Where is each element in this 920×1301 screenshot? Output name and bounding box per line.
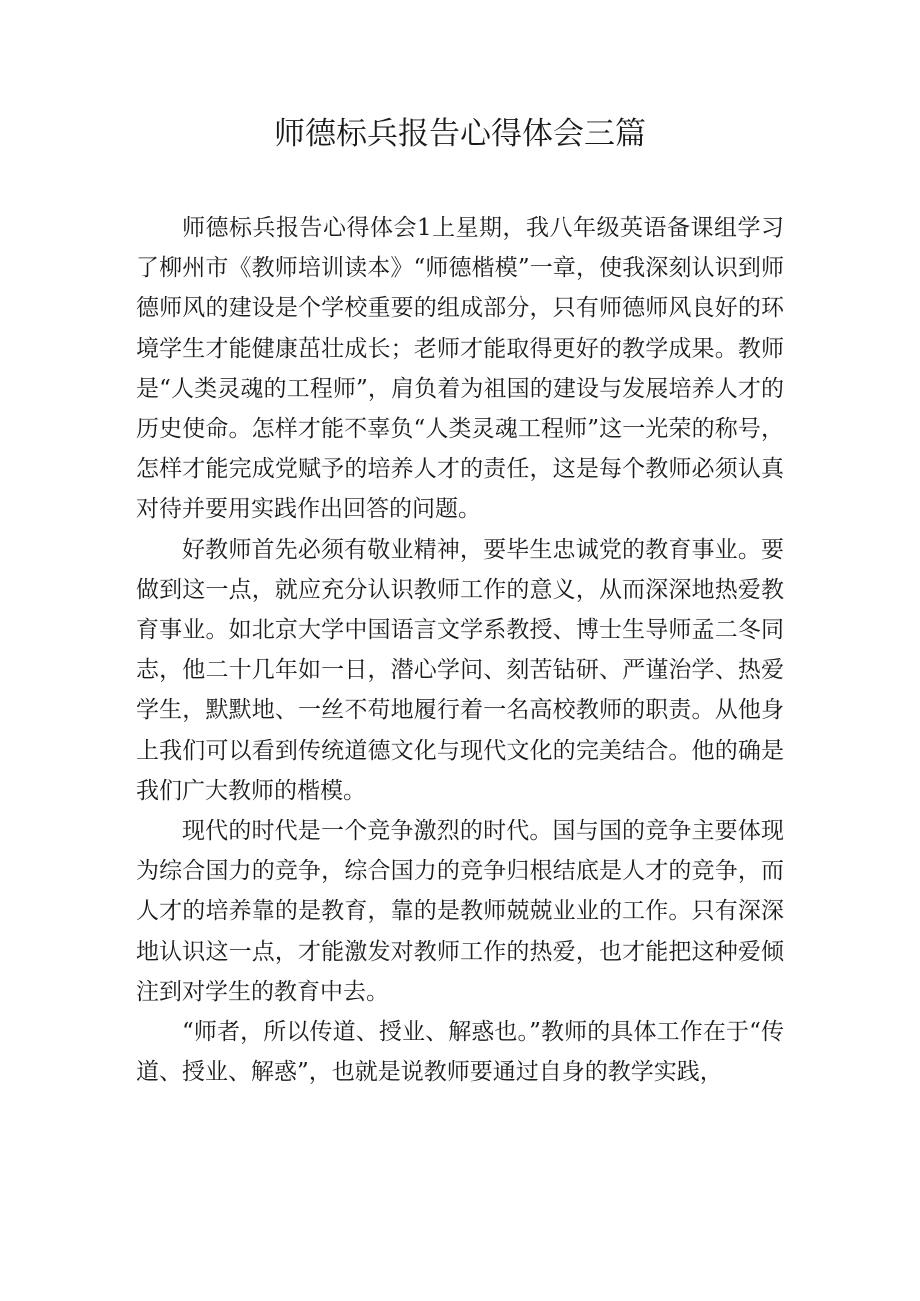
paragraph-2: 好教师首先必须有敬业精神，要毕生忠诚党的教育事业。要做到这一点，就应充分认识教师工作的意义，从而深深地热爱教育事业。如北京大学中国语言文学系教授、博士生导师孟二冬同志，他二十几年如一日，潜心学问、刻苦钻研、严谨治学、热爱学生，默默地、一丝不苟地履行着一名高校教师的职责。从他身上我们可以看到传统道德文化与现代文化的完美结合。他的确是我们广大教师的楷模。	[136, 536, 784, 804]
document-body	[136, 208, 784, 1092]
paragraph-4: “师者，所以传道、授业、解惑也。”教师的具体工作在于“传道、授业、解惑”，也就是说教师要通过自身的教学实践，	[136, 1019, 784, 1086]
paragraph-3: 现代的时代是一个竞争激烈的时代。国与国的竞争主要体现为综合国力的竞争，综合国力的竞争归根结底是人才的竞争，而人才的培养靠的是教育，靠的是教师兢兢业业的工作。只有深深地认识这一点，才能激发对教师工作的热爱，也才能把这种爱倾注到对学生的教育中去。	[136, 818, 784, 1005]
document-title: 师德标兵报告心得体会三篇	[274, 116, 646, 152]
paragraph-1: 师德标兵报告心得体会1上星期，我八年级英语备课组学习了柳州市《教师培训读本》“师德楷模”一章，使我深刻认识到师德师风的建设是个学校重要的组成部分，只有师德师风良好的环境学生才能健康茁壮成长；老师才能取得更好的教学成果。教师是“人类灵魂的工程师”，肩负着为祖国的建设与发展培养人才的历史使命。怎样才能不辜负“人类灵魂工程师”这一光荣的称号，怎样才能完成党赋予的培养人才的责任，这是每个教师必须认真对待并要用实践作出回答的问题。	[136, 215, 784, 523]
